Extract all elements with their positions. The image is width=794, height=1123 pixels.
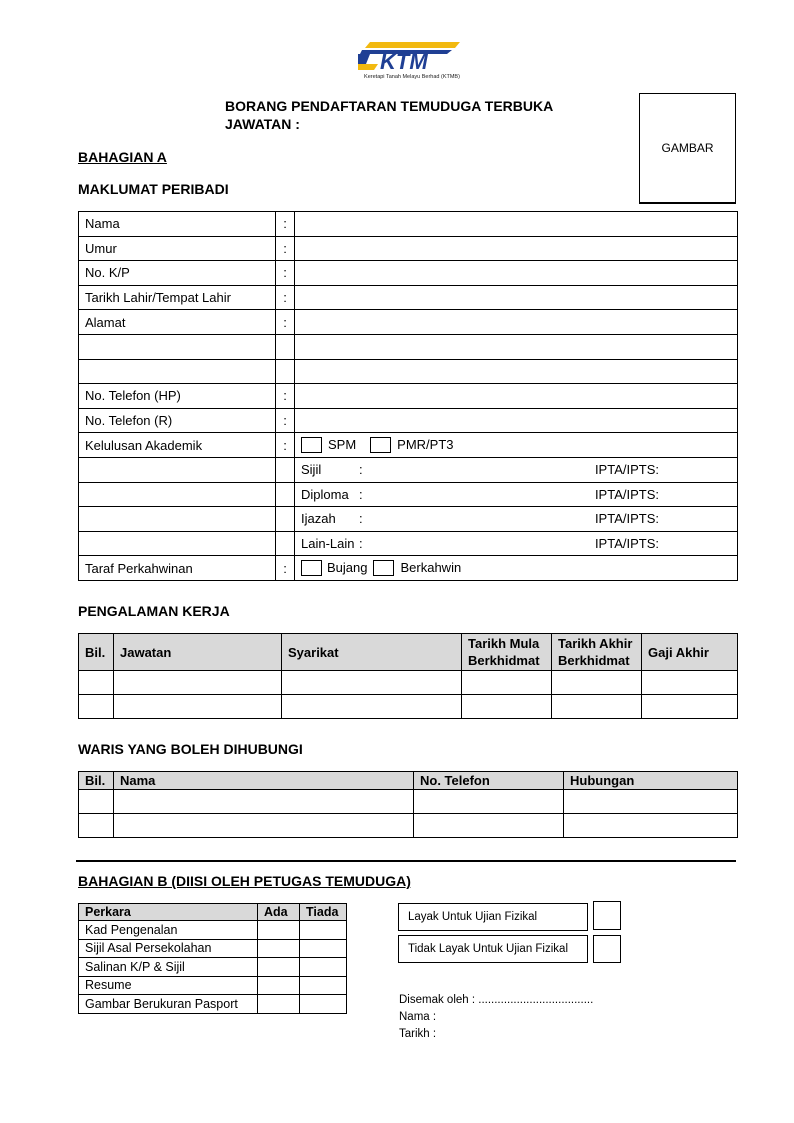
tarikh-field[interactable]: Tarikh :: [399, 1028, 437, 1040]
row-tel-hp: No. Telefon (HP) :: [79, 384, 738, 409]
field-alamat-3[interactable]: [295, 359, 738, 384]
waris-header-hubungan: Hubungan: [564, 772, 738, 790]
form-title-block: [225, 97, 553, 133]
exp-header-syarikat: Syarikat: [282, 634, 462, 671]
label-nama: Nama: [79, 212, 276, 237]
row-kelulusan: Kelulusan Akademik : SPM PMR/PT3: [79, 433, 738, 458]
disemak-oleh[interactable]: Disemak oleh : ....................................: [399, 994, 594, 1006]
label-ipta-diploma: IPTA/IPTS:: [594, 486, 659, 502]
photo-label: GAMBAR: [661, 141, 714, 155]
checklist-header-perkara: Perkara: [79, 904, 258, 921]
row-ijazah: [79, 507, 738, 532]
table-row: [79, 814, 738, 838]
row-nama: Nama :: [79, 212, 738, 237]
row-alamat-2: [79, 334, 738, 359]
waris-heading: WARIS YANG BOLEH DIHUBUNGI: [78, 741, 303, 757]
personal-info-table: [78, 211, 738, 581]
label-tel-hp: No. Telefon (HP): [79, 384, 276, 409]
row-tarikh-lahir: Tarikh Lahir/Tempat Lahir :: [79, 285, 738, 310]
row-lain: [79, 531, 738, 556]
field-sijil[interactable]: Sijil : IPTA/IPTS:: [295, 457, 738, 482]
field-tel-hp[interactable]: [295, 384, 738, 409]
label-kelulusan: Kelulusan Akademik: [79, 433, 276, 458]
jawatan-label: JAWATAN :: [225, 116, 300, 132]
logo-subtitle: Keretapi Tanah Melayu Berhad (KTMB): [364, 74, 460, 80]
field-umur[interactable]: [295, 236, 738, 261]
table-row: [79, 790, 738, 814]
label-nokp: No. K/P: [79, 261, 276, 286]
row-sijil: [79, 457, 738, 482]
exp-header-tarikh-akhir: Tarikh Akhir Berkhidmat: [552, 634, 642, 671]
table-row: Kad Pengenalan: [79, 921, 347, 940]
row-umur: Umur :: [79, 236, 738, 261]
table-row: [79, 695, 738, 719]
table-row: Gambar Berukuran Pasport: [79, 995, 347, 1014]
label-diploma: Diploma: [301, 486, 349, 502]
layak-label: Layak Untuk Ujian Fizikal: [398, 903, 588, 931]
field-ijazah[interactable]: Ijazah : IPTA/IPTS:: [295, 507, 738, 532]
label-ijazah: Ijazah: [301, 511, 336, 527]
berkahwin-label: Berkahwin: [400, 559, 462, 575]
section-a-title: BAHAGIAN A: [78, 149, 167, 165]
form-title: BORANG PENDAFTARAN TEMUDUGA TERBUKA: [225, 98, 554, 114]
experience-heading: PENGALAMAN KERJA: [78, 603, 230, 619]
label-tel-r: No. Telefon (R): [79, 408, 276, 433]
waris-header-bil: Bil.: [79, 772, 114, 790]
field-tel-r[interactable]: [295, 408, 738, 433]
label-lain: Lain-Lain: [301, 536, 355, 552]
row-alamat: Alamat :: [79, 310, 738, 335]
table-row: Sijil Asal Persekolahan: [79, 939, 347, 958]
exp-header-tarikh-mula: Tarikh Mula Berkhidmat: [462, 634, 552, 671]
spm-label: SPM: [328, 436, 357, 452]
section-divider: [76, 860, 736, 862]
berkahwin-checkbox[interactable]: [373, 560, 394, 576]
field-diploma[interactable]: Diploma : IPTA/IPTS:: [295, 482, 738, 507]
field-nokp[interactable]: [295, 261, 738, 286]
logo-text: KTM: [380, 49, 428, 74]
row-tel-r: No. Telefon (R) :: [79, 408, 738, 433]
waris-header-telefon: No. Telefon: [414, 772, 564, 790]
label-umur: Umur: [79, 236, 276, 261]
label-ipta-lain: IPTA/IPTS:: [594, 536, 659, 552]
checklist-header-tiada: Tiada: [300, 904, 347, 921]
experience-table: [78, 633, 738, 719]
field-alamat-1[interactable]: [295, 310, 738, 335]
field-tarikh-lahir[interactable]: [295, 285, 738, 310]
layak-checkbox[interactable]: [593, 901, 621, 930]
field-lain[interactable]: Lain-Lain : IPTA/IPTS:: [295, 531, 738, 556]
label-ipta-ijazah: IPTA/IPTS:: [594, 511, 659, 527]
spm-checkbox[interactable]: [301, 437, 322, 453]
table-row: [79, 671, 738, 695]
field-alamat-2[interactable]: [295, 334, 738, 359]
checklist-header-ada: Ada: [258, 904, 300, 921]
waris-header-nama: Nama: [114, 772, 414, 790]
personal-info-heading: MAKLUMAT PERIBADI: [78, 181, 229, 197]
field-nama[interactable]: [295, 212, 738, 237]
table-row: Resume: [79, 976, 347, 995]
row-nokp: No. K/P :: [79, 261, 738, 286]
document-checklist-table: [78, 903, 347, 1014]
label-tarikh-lahir: Tarikh Lahir/Tempat Lahir: [79, 285, 276, 310]
label-taraf: Taraf Perkahwinan: [79, 556, 276, 581]
row-taraf: Taraf Perkahwinan : Bujang Berkahwin: [79, 556, 738, 581]
label-sijil: Sijil: [301, 462, 322, 478]
row-diploma: [79, 482, 738, 507]
section-b-title: BAHAGIAN B (DIISI OLEH PETUGAS TEMUDUGA): [78, 873, 411, 889]
tidak-layak-checkbox[interactable]: [593, 935, 621, 963]
label-alamat: Alamat: [79, 310, 276, 335]
bujang-label: Bujang: [327, 559, 368, 575]
exp-header-jawatan: Jawatan: [114, 634, 282, 671]
bujang-checkbox[interactable]: [301, 560, 322, 576]
row-alamat-3: [79, 359, 738, 384]
tidak-layak-label: Tidak Layak Untuk Ujian Fizikal: [398, 935, 588, 963]
table-row: Salinan K/P & Sijil: [79, 958, 347, 977]
exp-header-bil: Bil.: [79, 634, 114, 671]
exp-header-gaji: Gaji Akhir: [642, 634, 738, 671]
label-ipta-sijil: IPTA/IPTS:: [594, 462, 659, 478]
photo-box[interactable]: [639, 93, 736, 204]
pmr-label: PMR/PT3: [397, 436, 454, 452]
nama-field[interactable]: Nama :: [399, 1011, 437, 1023]
pmr-checkbox[interactable]: [370, 437, 391, 453]
signature-block: [399, 992, 593, 1043]
waris-table: [78, 771, 738, 838]
